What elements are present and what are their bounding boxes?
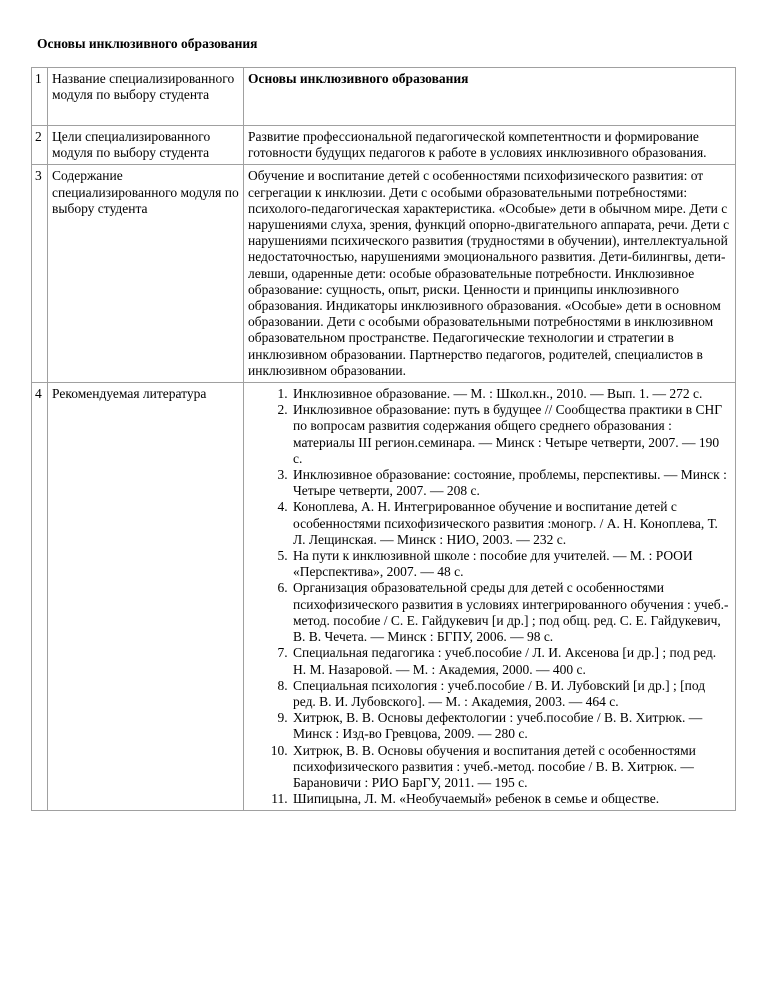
literature-item: 3. Инклюзивное образование: состояние, проблемы, перспективы. — Минск : Четыре четверти, 2007. — 208 с. xyxy=(291,467,731,499)
row-number: 4 xyxy=(32,383,48,811)
table-row xyxy=(32,126,736,165)
literature-item: 7. Специальная педагогика : учеб.пособие / Л. И. Аксенова [и др.] ; под ред. Н. М. Назаровой. — М. : Академия, 2000. — 400 с. xyxy=(291,645,731,677)
literature-item: 4. Коноплева, А. Н. Интегрированное обучение и воспитание детей с особенностями психофизического развития :моногр. / А. Н. Коноплева, Т. Л. Лещинская. — Минск : НИО, 2003. — 232 с. xyxy=(291,499,731,548)
row-number: 2 xyxy=(32,126,48,165)
row-label: Содержание специализированного модуля по выбору студента xyxy=(48,165,244,383)
literature-item: 5. На пути к инклюзивной школе : пособие для учителей. — М. : РООИ «Перспектива», 2007. — 48 с. xyxy=(291,548,731,580)
row-label: Название специализированного модуля по выбору студента xyxy=(48,68,244,126)
module-name-value: Основы инклюзивного образования xyxy=(244,68,736,126)
page-title: Основы инклюзивного образования xyxy=(37,36,258,51)
literature-item: 1. Инклюзивное образование. — М. : Школ.кн., 2010. — Вып. 1. — 272 с. xyxy=(291,386,731,402)
literature-cell xyxy=(244,383,736,811)
row-number: 3 xyxy=(32,165,48,383)
row-label: Цели специализированного модуля по выбору студента xyxy=(48,126,244,165)
table-row xyxy=(32,165,736,383)
row-number: 1 xyxy=(32,68,48,126)
row-label: Рекомендуемая литература xyxy=(48,383,244,811)
literature-item: 10. Хитрюк, В. В. Основы обучения и воспитания детей с особенностями психофизического развития : учеб.-метод. пособие / В. В. Хитрюк. — Барановичи : РИО БарГУ, 2011. — 195 с. xyxy=(291,743,731,792)
literature-item: 2. Инклюзивное образование: путь в будущее // Сообщества практики в СНГ по вопросам развития содержания общего среднего образования : материалы III регион.семинара. — Минск : Четыре четверти, 2007. ― 190 с. xyxy=(291,402,731,467)
literature-item: 9. Хитрюк, В. В. Основы дефектологии : учеб.пособие / В. В. Хитрюк. — Минск : Изд-во Гревцова, 2009. — 280 с. xyxy=(291,710,731,742)
table-row xyxy=(32,68,736,126)
literature-list xyxy=(248,386,731,807)
table-row xyxy=(32,383,736,811)
module-goals-value: Развитие профессиональной педагогической компетентности и формирование готовности будущих педагогов к работе в условиях инклюзивного образования. xyxy=(244,126,736,165)
literature-item: 11. Шипицына, Л. М. «Необучаемый» ребенок в семье и обществе. xyxy=(291,791,731,807)
literature-item: 8. Специальная психология : учеб.пособие / В. И. Лубовский [и др.] ; [под ред. В. И. Лубовского]. — М. : Академия, 2003. — 464 с. xyxy=(291,678,731,710)
literature-item: 6. Организация образовательной среды для детей с особенностями психофизического развития в условиях интегрированного обучения : учеб.-метод. пособие / С. Е. Гайдукевич [и др.] ; под общ. ред. С. Е. Гайдукевич, В. В. Чечета. — Минск : БГПУ, 2006. — 98 с. xyxy=(291,580,731,645)
module-content-value: Обучение и воспитание детей с особенностями психофизического развития: от сегрегации к инклюзии. Дети с особыми образовательными потребностями: психолого-педагогическая характеристика. «Особые» дети в обычном мире. Дети с нарушениями слуха, зрения, функций опорно-двигательного аппарата, речи. Дети с нарушениями психического развития (трудностями в обучении), интеллектуальной недостаточностью, нарушениями эмоционального развития. Дети-билингвы, дети-левши, одаренные дети: особые образовательные потребности. Инклюзивное образование: сущность, опыт, риски. Ценности и принципы инклюзивного образования. Индикаторы инклюзивного образования. «Особые» дети в основном образовании. Дети с особыми образовательными потребностями в инклюзивном образовательном пространстве. Педагогические технологии и стратегии в инклюзивном образовании. Партнерство педагогов, родителей, специалистов в инклюзивном образовании. xyxy=(244,165,736,383)
module-table xyxy=(31,67,736,811)
